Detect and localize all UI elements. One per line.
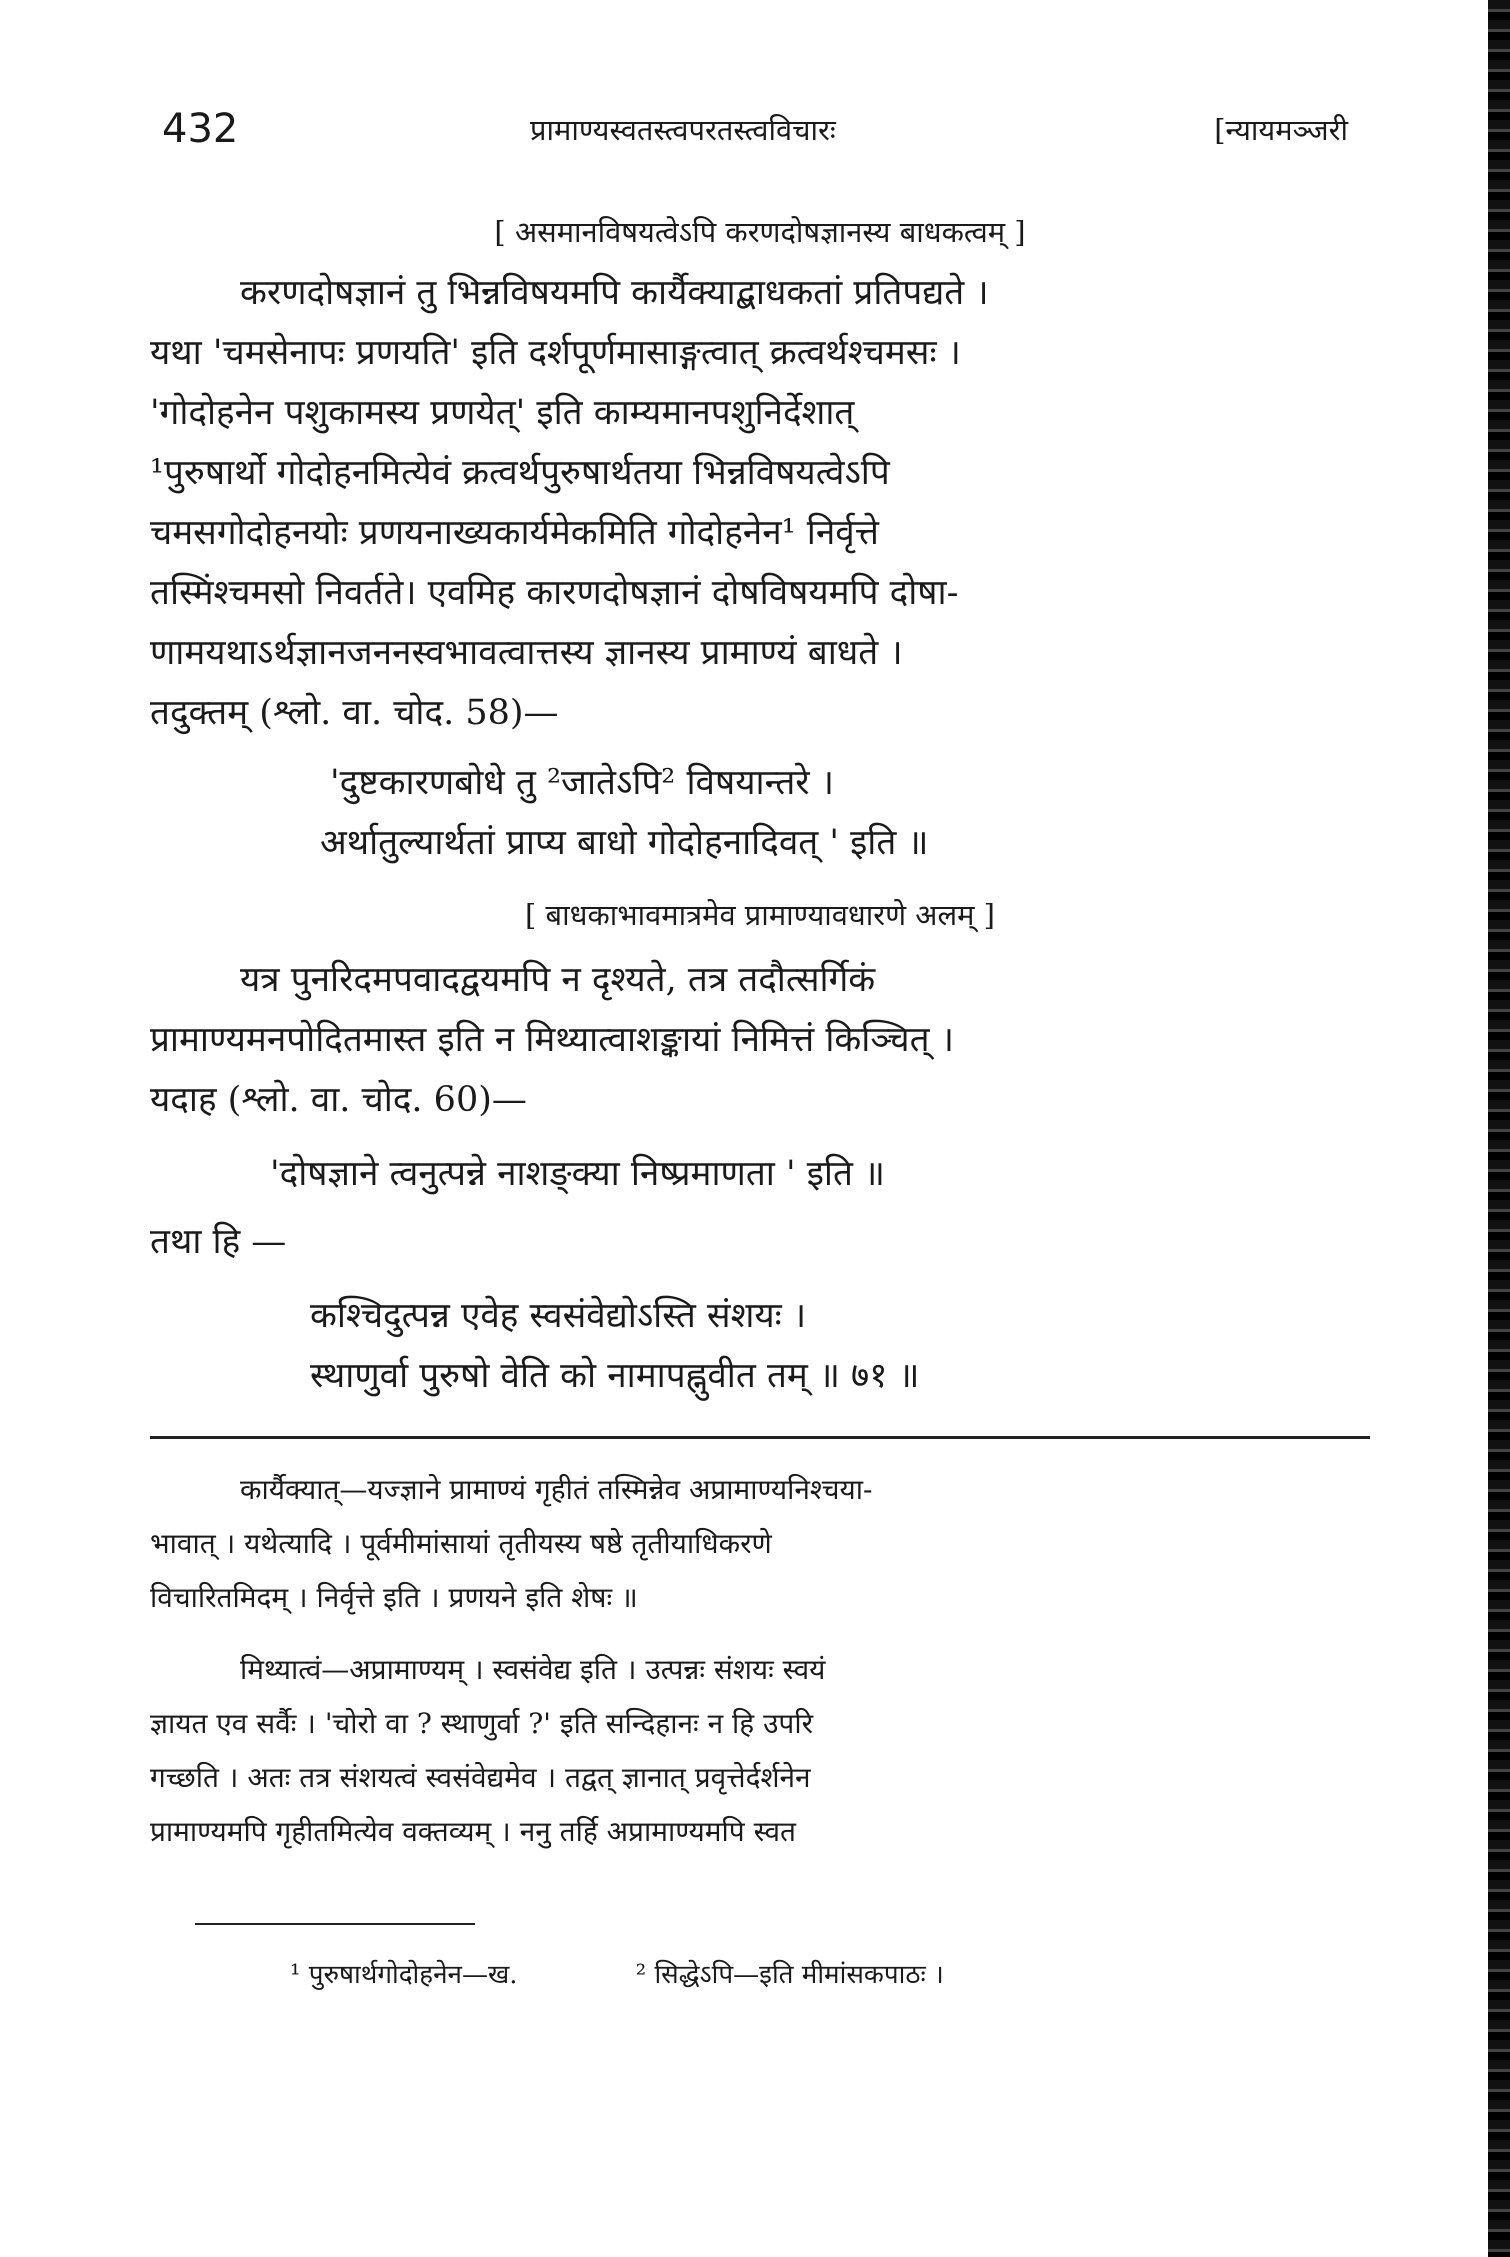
text-line: तस्मिंश्चमसो निवर्तते। एवमिह कारणदोषज्ञानं दोषविषयमपि दोषा- bbox=[150, 573, 959, 613]
verse-line: कश्चिदुत्पन्न एवेह स्वसंवेद्योऽस्ति संशयः । bbox=[310, 1296, 807, 1336]
commentary-line: कार्यैक्यात्—यज्ज्ञाने प्रामाण्यं गृहीतं तस्मिन्नेव अप्रामाण्यनिश्चया- bbox=[240, 1473, 873, 1506]
commentary-line: ज्ञायत एव सर्वैः । 'चोरो वा ? स्थाणुर्वा ?' इति सन्दिहानः न हि उपरि bbox=[150, 1707, 814, 1740]
footnotes bbox=[150, 1955, 1370, 1991]
quoted-line: 'दोषज्ञाने त्वनुत्पन्ने नाशङ्क्या निष्प्रमाणता ' इति ॥ bbox=[270, 1154, 886, 1194]
commentary-line: भावात् । यथेत्यादि । पूर्वमीमांसायां तृतीयस्य षष्ठे तृतीयाधिकरणे bbox=[150, 1527, 772, 1560]
section-1-text bbox=[150, 263, 1370, 743]
text-line: 'गोदोहनेन पशुकामस्य प्रणयेत्' इति काम्यमानपशुनिर्देशात् bbox=[150, 393, 855, 433]
text-line: प्रामाण्यमनपोदितमास्त इति न मिथ्यात्वाशङ्कायां निमित्तं किञ्चित् । bbox=[150, 1020, 954, 1060]
running-title: प्रामाण्यस्वतस्त्वपरतस्त्वविचारः bbox=[530, 113, 836, 147]
text-line: चमसगोदोहनयोः प्रणयनाख्यकार्यमेकमिति गोदोहनेन¹ निर्वृत्ते bbox=[150, 513, 879, 553]
text-line: करणदोषज्ञानं तु भिन्नविषयमपि कार्यैक्याद्बाधकतां प्रतिपद्यते । bbox=[240, 273, 989, 313]
tatha-hi: तथा हि — bbox=[150, 1222, 287, 1262]
text-line: यथा 'चमसेनापः प्रणयति' इति दर्शपूर्णमासाङ्गत्वात् क्रत्वर्थश्चमसः । bbox=[150, 333, 961, 373]
commentary-line: विचारितमिदम् । निर्वृत्ते इति । प्रणयने इति शेषः ॥ bbox=[150, 1581, 638, 1614]
commentary-divider bbox=[150, 1436, 1370, 1439]
verse-line: अर्थातुल्यार्थतां प्राप्य बाधो गोदोहनादिवत् ' इति ॥ bbox=[320, 823, 929, 863]
verse-block-1 bbox=[150, 753, 1370, 873]
section-heading-2: [ बाधकाभावमात्रमेव प्रामाण्यावधारणे अलम् ] bbox=[525, 898, 995, 932]
commentary-line: प्रामाण्यमपि गृहीतमित्येव वक्तव्यम् । ननु तर्हि अप्रामाण्यमपि स्वत bbox=[150, 1815, 796, 1848]
page-number: 432 bbox=[162, 106, 239, 152]
footnote-2: ² सिद्धेऽपि—इति मीमांसकपाठः । bbox=[635, 1960, 944, 1990]
book-title: [न्यायमञ्जरी bbox=[1214, 113, 1348, 147]
text-line: यदाह (श्लो. वा. चोद. 60)— bbox=[150, 1080, 527, 1120]
text-line: णामयथाऽर्थज्ञानजननस्वभावत्वात्तस्य ज्ञानस्य प्रामाण्यं बाधते । bbox=[150, 633, 903, 673]
book-page bbox=[150, 100, 1370, 2200]
text-line: यत्र पुनरिदमपवादद्वयमपि न दृश्यते, तत्र तदौत्सर्गिकं bbox=[240, 960, 876, 1000]
verse-line: स्थाणुर्वा पुरुषो वेति को नामापह्नुवीत तम् ॥ ७१ ॥ bbox=[310, 1356, 920, 1396]
section-heading-1: [ असमानविषयत्वेऽपि करणदोषज्ञानस्य बाधकत्वम् ] bbox=[494, 215, 1026, 249]
text-line: ¹पुरुषार्थो गोदोहनमित्येवं क्रत्वर्थपुरुषार्थतया भिन्नविषयत्वेऽपि bbox=[150, 453, 890, 493]
commentary-para-1 bbox=[150, 1463, 1370, 1625]
text-line: तदुक्तम् (श्लो. वा. चोद. 58)— bbox=[150, 693, 559, 733]
footnote-1: ¹ पुरुषार्थगोदोहनेन—ख. bbox=[290, 1960, 518, 1990]
commentary-line: मिथ्यात्वं—अप्रामाण्यम् । स्वसंवेद्य इति । उत्पन्नः संशयः स्वयं bbox=[240, 1653, 826, 1686]
verse-line: 'दुष्टकारणबोधे तु ²जातेऽपि² विषयान्तरे । bbox=[330, 763, 835, 803]
commentary-para-2 bbox=[150, 1643, 1370, 1859]
running-header bbox=[150, 100, 1370, 160]
verse-block-2 bbox=[150, 1286, 1370, 1406]
footnote-divider bbox=[195, 1923, 475, 1925]
book-spine-edge bbox=[1488, 0, 1510, 2257]
commentary-line: गच्छति । अतः तत्र संशयत्वं स्वसंवेद्यमेव । तद्वत् ज्ञानात् प्रवृत्तेर्दर्शनेन bbox=[150, 1761, 811, 1794]
section-2-text bbox=[150, 950, 1370, 1130]
